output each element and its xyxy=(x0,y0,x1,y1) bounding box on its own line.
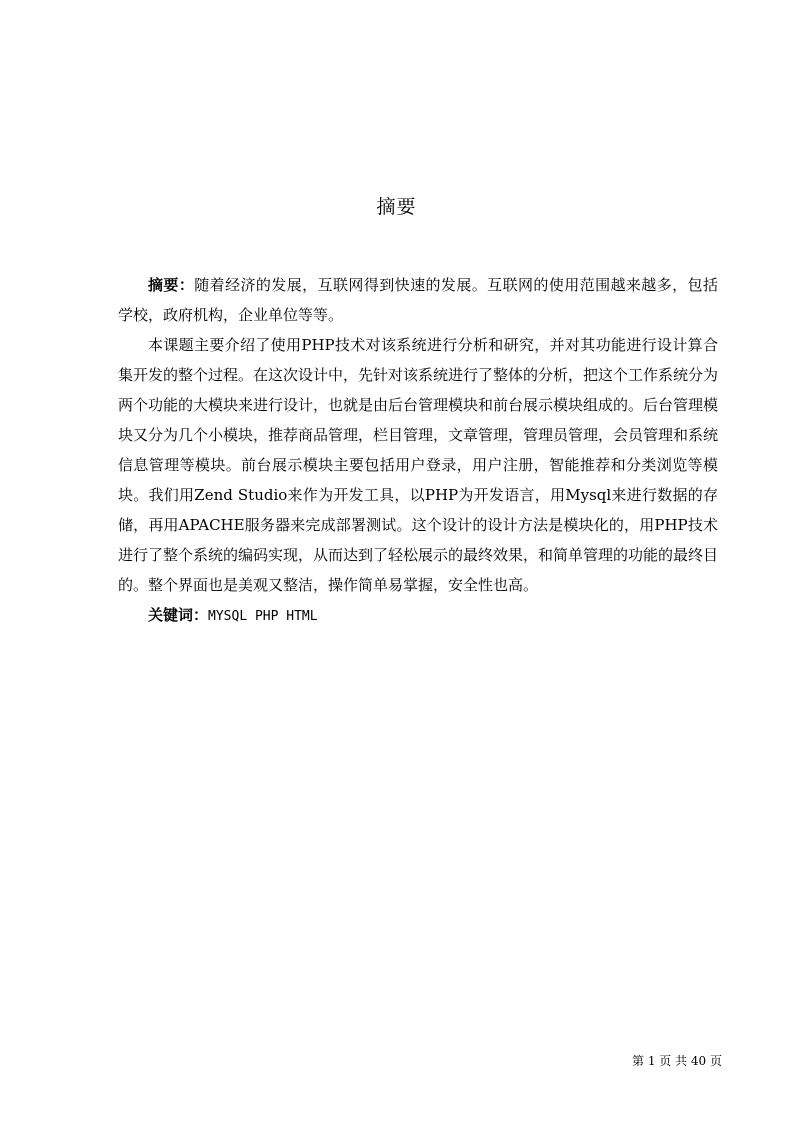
page-title: 摘要 xyxy=(376,196,417,218)
abstract-paragraph-1 xyxy=(118,270,718,330)
abstract-label: 摘要： xyxy=(148,276,195,294)
keywords-line xyxy=(118,600,718,632)
abstract-paragraph-2: 本课题主要介绍了使用PHP技术对该系统进行分析和研究，并对其功能进行设计算合集开发的整个过程。在这次设计中，先针对该系统进行了整体的分析，把这个工作系统分为两个功能的大模块来进行设计，也就是由后台管理模块和前台展示模块组成的。后台管理模块又分为几个小模块，推荐商品管理，栏目管理，文章管理，管理员管理，会员管理和系统信息管理等模块。前台展示模块主要包括用户登录，用户注册，智能推荐和分类浏览等模块。我们用Zend Studio来作为开发工具，以PHP为开发语言，用Mysql来进行数据的存储，再用APACHE服务器来完成部署测试。这个设计的设计方法是模块化的，用PHP技术进行了整个系统的编码实现，从而达到了轻松展示的最终效果，和简单管理的功能的最终目的。整个界面也是美观又整洁，操作简单易掌握，安全性也高。 xyxy=(118,336,719,594)
keywords-values: MYSQL PHP HTML xyxy=(208,609,318,624)
keywords-label: 关键词： xyxy=(148,606,209,624)
abstract-body xyxy=(118,270,718,632)
abstract-paragraph-1-text: 随着经济的发展，互联网得到快速的发展。互联网的使用范围越来越多，包括学校，政府机构，企业单位等等。 xyxy=(118,276,718,324)
page-number-footer: 第 1 页 共 40 页 xyxy=(632,1054,722,1068)
